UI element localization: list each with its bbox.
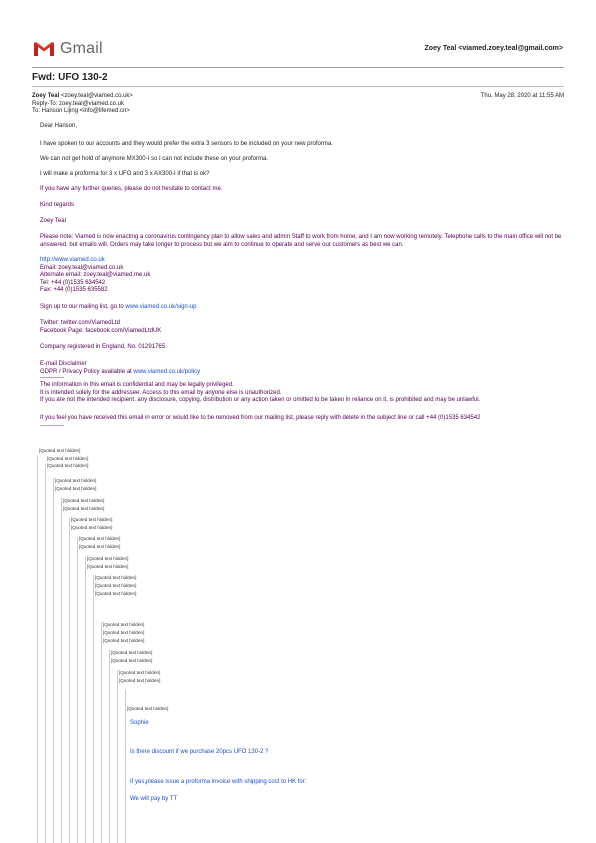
quoted-line: If yes,please issue a proforma invoice with shipping cost to HK for: bbox=[130, 779, 307, 785]
email-subject: Fwd: UFO 130-2 bbox=[32, 72, 108, 83]
quoted-text-hidden[interactable]: [Quoted text hidden] bbox=[95, 583, 137, 588]
company-line: Company registered in England, No. 01291765. bbox=[40, 344, 167, 350]
gmail-m-icon bbox=[33, 41, 55, 57]
greeting: Dear Hanson, bbox=[40, 123, 78, 129]
body-paragraph: We can not get hold of anymore MX300-I so I can not include these on your proforma. bbox=[40, 156, 269, 162]
quote-bar bbox=[117, 670, 118, 843]
gdpr-link[interactable]: www.viamed.co.uk/policy bbox=[133, 368, 201, 375]
quote-bar bbox=[109, 650, 110, 843]
tel-line: Tel: +44 (0)1535 634542 bbox=[40, 279, 106, 286]
mailing-prefix: Sign up to our mailing list, go to bbox=[40, 304, 126, 310]
mailing-link[interactable]: www.viamed.co.uk/sign-up bbox=[125, 304, 197, 310]
quoted-text-hidden[interactable]: [Quoted text hidden] bbox=[87, 556, 129, 561]
twitter-line: Twitter: twitter.com/ViamedLtd bbox=[40, 320, 120, 326]
sender-address: <zoey.teal@viamed.co.uk> bbox=[60, 93, 133, 99]
quoted-text-hidden[interactable]: [Quoted text hidden] bbox=[103, 622, 145, 627]
disclaimer-title: E-mail Disclaimer bbox=[40, 361, 87, 367]
signature-name: Zoey Teal bbox=[40, 218, 66, 224]
fax-line: Fax: +44 (0)1535 635582 bbox=[40, 287, 108, 293]
quoted-text-hidden[interactable]: [Quoted text hidden] bbox=[63, 498, 105, 503]
quoted-text-hidden[interactable]: [Quoted text hidden] bbox=[111, 650, 153, 655]
removal-line: If you feel you have received this email in error or would like to be removed from our mailing list, please reply with delete in the subject line or call +44 (0)1535 634542 bbox=[40, 415, 481, 421]
quote-bar bbox=[45, 464, 46, 843]
dash-separator: ------------ bbox=[40, 375, 64, 381]
website-link[interactable]: http://www.viamed.co.uk bbox=[40, 257, 105, 263]
quoted-text-hidden[interactable]: [Quoted text hidden] bbox=[87, 564, 129, 569]
gmail-logo-text: Gmail bbox=[60, 40, 103, 57]
mailing-line bbox=[40, 304, 196, 312]
confidential-line: The information in this email is confidential and may be legally privileged. bbox=[40, 382, 234, 388]
quote-bar bbox=[37, 456, 38, 843]
quoted-text-hidden[interactable]: [Quoted text hidden] bbox=[63, 506, 105, 511]
quoted-text-hidden[interactable]: [Quoted text hidden] bbox=[71, 525, 113, 530]
quoted-text-hidden[interactable]: [Quoted text hidden] bbox=[79, 536, 121, 541]
quoted-text-hidden[interactable]: [Quoted text hidden] bbox=[47, 456, 89, 461]
quoted-line: We will pay by TT bbox=[130, 796, 178, 802]
email-line: Email: zoey.teal@viamed.co.uk bbox=[40, 264, 124, 271]
alt-email-line: Alternate email: zoey.teal@viamed.me.uk bbox=[40, 272, 151, 278]
header-divider bbox=[32, 67, 564, 68]
subject-divider bbox=[32, 86, 564, 87]
quoted-text-hidden[interactable]: [Quoted text hidden] bbox=[39, 448, 81, 453]
quote-bar bbox=[101, 622, 102, 843]
quote-bar bbox=[61, 498, 62, 843]
gmail-logo[interactable] bbox=[33, 40, 103, 58]
quoted-text-hidden[interactable]: [Quoted text hidden] bbox=[95, 591, 137, 596]
sender-name: Zoey Teal bbox=[32, 93, 60, 99]
quoted-text-hidden[interactable]: [Quoted text hidden] bbox=[103, 638, 145, 643]
quote-bar bbox=[93, 575, 94, 843]
closing: Kind regards bbox=[40, 202, 75, 208]
quote-bar bbox=[69, 518, 70, 843]
quoted-sophie: Sophie bbox=[130, 720, 149, 726]
facebook-line: Facebook Page: facebook.com/ViamedLtdUK bbox=[40, 327, 162, 334]
body-paragraph: I will make a proforma for 3 x UFO and 3 x AX300-I if that is ok? bbox=[40, 171, 210, 177]
quoted-text-hidden[interactable]: [Quoted text hidden] bbox=[103, 630, 145, 635]
quoted-text-hidden[interactable]: [Quoted text hidden] bbox=[111, 658, 153, 663]
reply-to-line: Reply-To: zoey.teal@viamed.co.uk bbox=[32, 100, 125, 107]
quoted-text-hidden[interactable]: [Quoted text hidden] bbox=[47, 463, 89, 468]
quoted-text-hidden[interactable]: [Quoted text hidden] bbox=[119, 670, 161, 675]
gmail-header bbox=[0, 0, 596, 70]
quote-bar bbox=[85, 556, 86, 843]
email-meta bbox=[32, 93, 564, 116]
quoted-text-hidden[interactable]: [Quoted text hidden] bbox=[71, 517, 113, 522]
body-paragraph: If you have any further queries, please do not hesitate to contact me. bbox=[40, 186, 223, 192]
quoted-line: Is there discount if we purchase 20pcs UFO 130-2 ? bbox=[130, 749, 269, 755]
quoted-text-hidden[interactable]: [Quoted text hidden] bbox=[119, 678, 161, 683]
quoted-text-hidden[interactable]: [Quoted text hidden] bbox=[95, 575, 137, 580]
covid-notice: Please note: Viamed is now enacting a coronavirus contingency plan to allow sales and admin Staff to work from home, and I am now working remotely. Telephone calls to the main office will not be answered, but emails will. Orders may take longer to process but we aim to continue to operate and serve our customers as best we can. bbox=[40, 234, 562, 248]
quote-bar bbox=[125, 690, 126, 843]
quote-bar bbox=[77, 537, 78, 843]
quoted-text-hidden[interactable]: [Quoted text hidden] bbox=[55, 478, 97, 483]
gdpr-prefix: GDPR / Privacy Policy available at bbox=[40, 368, 134, 375]
quote-bar bbox=[53, 478, 54, 843]
quoted-text-hidden[interactable]: [Quoted text hidden] bbox=[55, 486, 97, 491]
gdpr-line bbox=[40, 369, 200, 377]
confidential-line: If you are not the intended recipient, any disclosure, copying, distribution or any action taken or omitted to be taken in reliance on it, is prohibited and may be unlawful. bbox=[40, 397, 481, 403]
quoted-text-hidden[interactable]: [Quoted text hidden] bbox=[127, 706, 169, 711]
account-info: Zoey Teal <viamed.zoey.teal@gmail.com> bbox=[424, 45, 563, 52]
dash-separator: ------------ bbox=[40, 422, 64, 429]
body-paragraph: I have spoken to our accounts and they would prefer the extra 3 sensors to be included on your new proforma. bbox=[40, 141, 333, 147]
quoted-text-hidden[interactable]: [Quoted text hidden] bbox=[79, 544, 121, 549]
email-date: Thu, May 28, 2020 at 11:55 AM bbox=[480, 93, 564, 99]
confidential-line: It is intended solely for the addressee. Access to this email by anyone else is unauthorized. bbox=[40, 389, 282, 396]
to-line: To: Hanson Lijing <info@lifemed.cn> bbox=[32, 108, 130, 114]
